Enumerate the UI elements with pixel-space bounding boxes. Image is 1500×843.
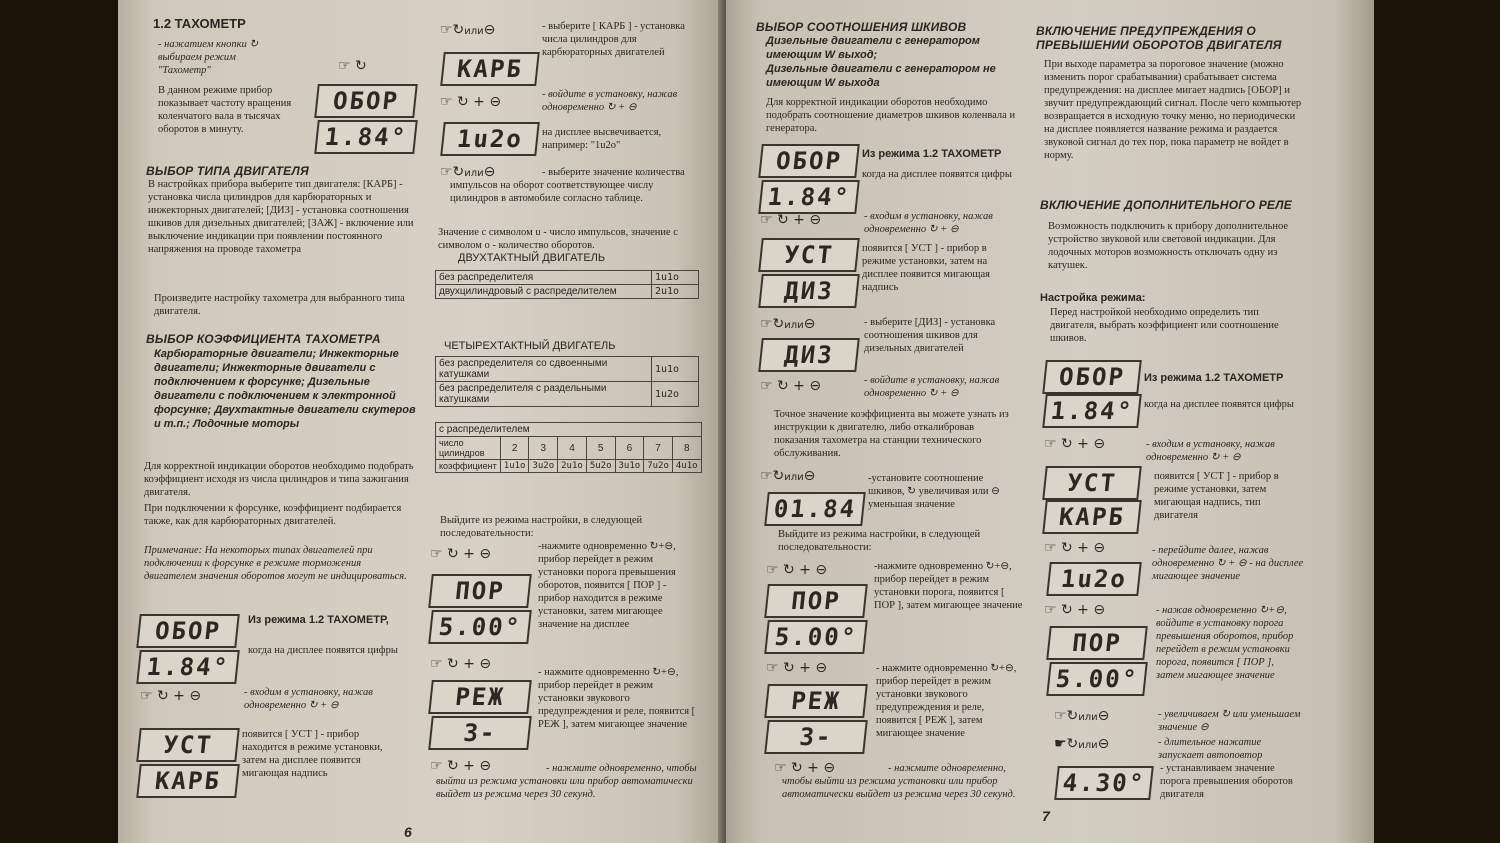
ust-text: появится [ УСТ ] - прибор находится в режиме установки, затем на дисплее появится мигающая надпись (242, 729, 383, 779)
cyl-cell: 5 (586, 437, 615, 460)
lcd-obor-2: ОБОР (136, 614, 240, 648)
row-label: без распределителя со сдвоенными катушками (436, 357, 652, 382)
setup-heading: Настройка режима: (1040, 292, 1146, 304)
lcd-500: 5.00° (428, 610, 532, 644)
heading-relay: ВКЛЮЧЕНИЕ ДОПОЛНИТЕЛЬНОГО РЕЛЕ (1040, 198, 1292, 212)
row-label: без распределителя (436, 271, 652, 285)
hand-or-icon: ☞↻или⊖ (440, 22, 496, 38)
coef-text: Для корректной индикации оборотов необходимо подобрать коэффициент исходя из числа цилиндров и типа зажигания двигателя. (144, 461, 414, 498)
lcd-por: ПОР (428, 574, 532, 608)
engine-type-text: В настройках прибора выберите тип двигателя: [КАРБ] - установка числа цилиндров для карбюраторных и инжекторных двигателей; [ДИЗ] - установка соотношения шкивов для дизельных двигателей; [ЗАЖ] - включение или выключение индикации при появлении постоянного напряжения на проводе тахометра (148, 179, 414, 255)
four-stroke-table (435, 356, 699, 407)
enter-text-3: - входим в установку, нажав одновременно ↻ + ⊖ (864, 211, 993, 235)
coef-list: Карбюраторные двигатели; Инжекторные двигатели; Инжекторные двигатели с подключением к форсунке; Дизельные двигатели с подключением к электронной форсунке; Двухтактные двигатели скутеров и т.п.; Лодочные моторы (154, 348, 416, 430)
heading-overspeed: ВКЛЮЧЕНИЕ ПРЕДУПРЕЖДЕНИЯ О ПРЕВЫШЕНИИ ОБОРОТОВ ДВИГАТЕЛЯ (1036, 24, 1282, 52)
coef-cell: 5u2o (586, 460, 615, 473)
hand-or-icon-5: ☞↻или⊖ (1054, 708, 1110, 724)
hand-or-icon-3: ☞↻или⊖ (760, 316, 816, 332)
press1-text: -нажмите одновременно ↻+⊖, прибор перейдет в режим установки порога превышения оборотов, появится [ ПОР ] - прибор находится в режиме установки, затем мигающее значение на дисплее (538, 541, 676, 630)
lcd-184-4: 1.84° (1042, 394, 1142, 428)
lcd-500-3: 5.00° (764, 620, 868, 654)
lcd-rej: РЕЖ (428, 680, 532, 714)
hand-combo-icon-12: ☞ ↻ + ⊖ (1044, 540, 1106, 556)
row-label: двухцилиндровый с распределителем (436, 285, 652, 299)
hand-combo-icon-4: ☞ ↻ + ⊖ (430, 656, 492, 672)
table-row (436, 460, 702, 473)
or-label-4: или (784, 472, 804, 483)
heading-pulley-ratio: ВЫБОР СООТНОШЕНИЯ ШКИВОВ (756, 20, 967, 34)
enter-text-4: - входим в установку, нажав одновременно ↻ + ⊖ (1146, 439, 1275, 463)
hand-combo-icon-8: ☞ ↻ + ⊖ (766, 562, 828, 578)
lcd-obor: ОБОР (314, 84, 418, 118)
lcd-1u2o: 1u2o (440, 122, 540, 156)
hand-combo-icon-11: ☞ ↻ + ⊖ (1044, 436, 1106, 452)
mode-label-3: Из режима 1.2 ТАХОМЕТР (862, 148, 1002, 160)
select-karb-text: - выберите [ КАРБ ] - установка числа цилиндров для карбюраторных двигателей (542, 21, 685, 58)
coef-text2: При подключении к форсунке, коэффициент подбирается также, как для карбюраторных двигателей. (144, 503, 402, 527)
mode-label: Из режима 1.2 ТАХОМЕТР, (248, 614, 389, 626)
exact-text: Точное значение коэффициента вы можете узнать из инструкции к двигателю, либо откалибровав показания тахометра на станции технического обслуживания. (774, 409, 1009, 459)
cyl-cell: 3 (529, 437, 558, 460)
mode-text: когда на дисплее появятся цифры (248, 645, 398, 656)
mode-text-4: когда на дисплее появятся цифры (1144, 399, 1294, 410)
coef-cell: 3u1o (615, 460, 644, 473)
lcd-3: 3- (428, 716, 532, 750)
ust-text-4: появится [ УСТ ] - прибор в режиме установки, затем мигающая надпись, тип двигателя (1154, 471, 1279, 521)
dist-title: с распределителем (436, 423, 702, 437)
lcd-diz: ДИЗ (758, 274, 860, 308)
right-page (726, 0, 1374, 843)
two-stroke-table (435, 270, 699, 299)
table-row (436, 437, 702, 460)
lcd-diz-2: ДИЗ (758, 338, 860, 372)
cyl-cell: 6 (615, 437, 644, 460)
hand-combo-icon-7: ☞ ↻ + ⊖ (760, 378, 822, 394)
table-row (436, 382, 699, 407)
table-row (436, 357, 699, 382)
or-label-3: или (784, 320, 804, 331)
hand-or-icon-4: ☞↻или⊖ (760, 468, 816, 484)
lcd-ust-3: УСТ (758, 238, 860, 272)
select-value-text: - выберите значение количества импульсов на оборот соответствующее числу цилиндров в автомобиле согласно таблице. (450, 167, 685, 204)
set-ratio-text: -установите соотношение шкивов, ↻ увеличивая или ⊖ уменьшая значение (868, 473, 1000, 510)
left-page (118, 0, 724, 843)
or-label-6: или (1078, 740, 1098, 751)
lcd-ust-4: УСТ (1042, 466, 1142, 500)
lcd-184: 1.84° (314, 120, 418, 154)
hand-combo-icon-10: ☞ ↻ + ⊖ (774, 760, 836, 776)
table-row (436, 423, 702, 437)
coef-label: коэффициент (436, 460, 501, 473)
press3-text-3: - нажмите одновременно, чтобы выйти из режима установки или прибор автоматически выйдет из режима через 30 секунд. (782, 763, 1016, 800)
row-label: без распределителя с раздельными катушками (436, 382, 652, 407)
row-value: 1u2o (652, 382, 699, 407)
note-text: Примечание: На некоторых типах двигателей при подключении к форсунке в режиме торможения двигателем значения оборотов могут не индицироваться. (144, 545, 407, 582)
coef-cell: 2u1o (558, 460, 587, 473)
coef-cell: 3u2o (529, 460, 558, 473)
hand-refresh-icon: ☞ ↻ (338, 58, 367, 74)
next-text: - перейдите далее, нажав одновременно ↻ + ⊖ - на дисплее мигающее значение (1152, 545, 1304, 582)
lcd-karb: КАРБ (136, 764, 240, 798)
lcd-por-4: ПОР (1046, 626, 1148, 660)
lcd-500-4: 5.00° (1046, 662, 1148, 696)
hand-hold-icon: ☛↻или⊖ (1054, 736, 1110, 752)
lcd-184-2: 1.84° (136, 650, 240, 684)
lcd-rej-3: РЕЖ (764, 684, 868, 718)
enter-por-text: - нажав одновременно ↻+⊖, войдите в установку порога превышения оборотов, прибор перейдет в режим установки порога, появится [ ПОР ], затем мигающее значение (1156, 605, 1294, 681)
heading-engine-type: ВЫБОР ТИПА ДВИГАТЕЛЯ (146, 164, 309, 178)
hand-combo-icon-9: ☞ ↻ + ⊖ (766, 660, 828, 676)
row-value: 1u1o (652, 357, 699, 382)
lcd-430: 4.30° (1054, 766, 1154, 800)
select-diz-text: - выберите [ДИЗ] - установка соотношения шкивов для дизельных двигателей (864, 317, 996, 354)
exit-text: Выйдите из режима настройки, в следующей последовательности: (440, 515, 643, 539)
overspeed-text: При выходе параметра за пороговое значение (можно изменить порог срабатывания) срабатывает система предупреждения: на дисплее мигает надпись [ОБОР] и звучит предупреждающий сигнал. После чего компьютер возвращается в исходную точку меню, но периодически на дисплее появляется название режима и раздается звуковой сигнал до тех пор, пока параметр не войдет в норму. (1044, 59, 1302, 161)
or-label: или (464, 26, 484, 37)
heading-tachometer: 1.2 ТАХОМЕТР (153, 16, 246, 31)
four-stroke-title: ЧЕТЫРЕХТАКТНЫЙ ДВИГАТЕЛЬ (444, 340, 616, 352)
hand-combo-icon-2: ☞ ↻ + ⊖ (440, 94, 502, 110)
coef-cell: 4u1o (672, 460, 701, 473)
enter-text: - входим в установку, нажав одновременно ↻ + ⊖ (244, 687, 373, 711)
press1-text-3: -нажмите одновременно ↻+⊖, прибор перейдет в режим установки порога, появится [ ПОР ], затем мигающее значение (874, 561, 1023, 611)
press2-text: - нажмите одновременно ↻+⊖, прибор перейдет в режим установки звукового предупреждения и реле, появится [ РЕЖ ], затем мигающее значение (538, 667, 696, 730)
two-stroke-title: ДВУХТАКТНЫЙ ДВИГАТЕЛЬ (458, 252, 606, 264)
table-row (436, 285, 699, 299)
set-threshold-text: - устанавливаем значение порога превышения оборотов двигателя (1160, 763, 1293, 800)
lcd-0184: 01.84 (764, 492, 866, 526)
cyl-cell: 2 (500, 437, 529, 460)
lcd-karb-4: КАРБ (1042, 500, 1142, 534)
press2-text-3: - нажмите одновременно ↻+⊖, прибор перейдет в режим установки звукового предупреждения и реле, появится [ РЕЖ ], затем мигающее значение (876, 663, 1017, 739)
cyl-cell: 7 (644, 437, 673, 460)
display-example-text: на дисплее высвечивается, например: "1u2o" (542, 127, 662, 151)
row-value: 1u1o (652, 271, 699, 285)
lcd-184-3: 1.84° (758, 180, 860, 214)
exit-text-3: Выйдите из режима настройки, в следующей последовательности: (778, 529, 981, 553)
or-label-5: или (1078, 712, 1098, 723)
cyl-label: число цилиндров (436, 437, 501, 460)
lcd-por-3: ПОР (764, 584, 868, 618)
setup-text: Перед настройкой необходимо определить тип двигателя, выбрать коэффициент или соотношение шкивов. (1050, 307, 1279, 344)
hand-combo-icon-3: ☞ ↻ + ⊖ (430, 546, 492, 562)
mode-label-4: Из режима 1.2 ТАХОМЕТР (1144, 372, 1284, 384)
long-press-text: - длительное нажатие запускает автоповтор (1158, 737, 1263, 761)
row-value: 2u1o (652, 285, 699, 299)
heading-coef: ВЫБОР КОЭФФИЦИЕНТА ТАХОМЕТРА (146, 332, 381, 346)
inc-text: - увеличиваем ↻ или уменьшаем значение ⊖ (1158, 709, 1301, 733)
enter2-text: - войдите в установку, нажав одновременно ↻ + ⊖ (542, 89, 678, 113)
page-number-7: 7 (1042, 808, 1050, 824)
pulley-sub1: Дизельные двигатели с генератором имеющим W выход; (766, 35, 980, 61)
engine-type-text2: Произведите настройку тахометра для выбранного типа двигателя. (154, 293, 405, 317)
tachometer-desc: В данном режиме прибор показывает частоту вращения коленчатого вала в тысячах оборотов в минуту. (158, 85, 292, 135)
coef-cell: 1u1o (500, 460, 529, 473)
hand-combo-icon-13: ☞ ↻ + ⊖ (1044, 602, 1106, 618)
lcd-obor-4: ОБОР (1042, 360, 1142, 394)
lcd-karb-2: КАРБ (440, 52, 540, 86)
relay-text: Возможность подключить к прибору дополнительное устройство звуковой или световой индикации. Для лодочных моторов возможность отключать одну из катушек. (1048, 221, 1289, 271)
intro-text: - нажатием кнопки ↻ выбираем режим "Тахометр" (158, 39, 259, 76)
pulley-text: Для корректной индикации оборотов необходимо подобрать соотношение диаметров шкивов коленвала и генератора. (766, 97, 1016, 134)
or-label-2: или (464, 168, 484, 179)
distributor-table (435, 422, 702, 473)
lcd-ust: УСТ (136, 728, 240, 762)
table-row (436, 271, 699, 285)
hand-combo-icon-6: ☞ ↻ + ⊖ (760, 212, 822, 228)
hand-or-icon-2: ☞↻или⊖ (440, 164, 496, 180)
coef-cell: 7u2o (644, 460, 673, 473)
mode-text-3: когда на дисплее появятся цифры (862, 169, 1012, 180)
press3-text: - нажмите одновременно, чтобы выйти из режима установки или прибор автоматически выйдет из режима через 30 секунд. (436, 763, 697, 800)
lcd-obor-3: ОБОР (758, 144, 860, 178)
page-number-6: 6 (404, 824, 412, 840)
cyl-cell: 8 (672, 437, 701, 460)
symbol-text: Значение с символом u - число импульсов, значение с символом o - количество оборотов. (438, 227, 678, 251)
enter2-text-3: - войдите в установку, нажав одновременно ↻ + ⊖ (864, 375, 1000, 399)
hand-combo-icon-5: ☞ ↻ + ⊖ (430, 758, 492, 774)
hand-combo-icon: ☞ ↻ + ⊖ (140, 688, 202, 704)
lcd-1u2o-4: 1u2o (1046, 562, 1142, 596)
lcd-3-3: 3- (764, 720, 868, 754)
ust-text-3: появится [ УСТ ] - прибор в режиме установки, затем на дисплее появится мигающая надпись (862, 243, 990, 293)
pulley-sub2: Дизельные двигатели с генератором не имеющим W выхода (766, 63, 996, 89)
cyl-cell: 4 (558, 437, 587, 460)
